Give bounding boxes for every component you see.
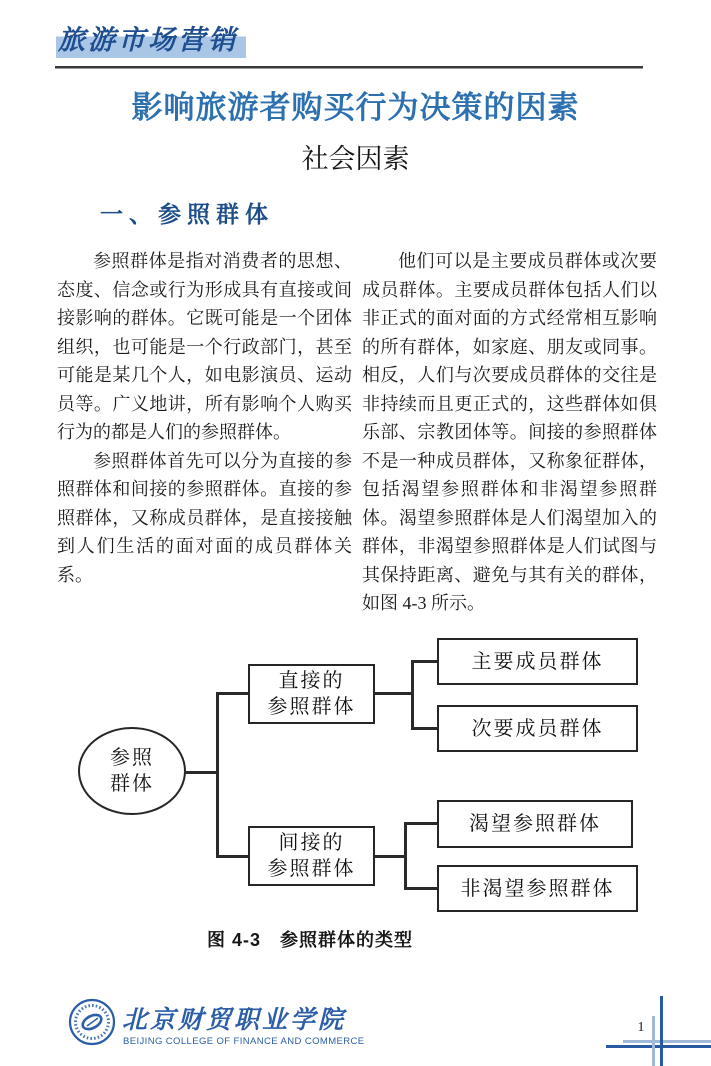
- college-name-en: BEIJING COLLEGE OF FINANCE AND COMMERCE: [123, 1036, 365, 1047]
- diagram-box-label-line2: 参照群体: [267, 858, 356, 880]
- college-name-cn: 北京财贸职业学院: [122, 1007, 347, 1034]
- connector-line: [404, 887, 438, 890]
- connector-line: [411, 660, 414, 729]
- college-seal-icon: [68, 998, 116, 1046]
- connector-line: [216, 855, 250, 858]
- diagram-box-label-line1: 间接的: [278, 832, 345, 854]
- diagram-box-label-line1: 直接的: [278, 670, 345, 692]
- diagram-box-non-aspirational-group: 非渴望参照群体: [437, 865, 638, 912]
- course-brand-title: 旅游市场营销: [56, 22, 246, 58]
- figure-caption: 图 4-3 参照群体的类型: [206, 930, 414, 950]
- header-divider: [55, 66, 643, 69]
- diagram-box-indirect-group: [248, 826, 375, 886]
- connector-line: [216, 692, 219, 858]
- body-column-right: [362, 247, 657, 618]
- diagram-root-ellipse: [78, 727, 186, 815]
- connector-line: [374, 692, 413, 695]
- paragraph: 参照群体是指对消费者的思想、态度、信念或行为形成具有直接或间接影响的群体。它既可能是一个团体组织，也可能是一个行政部门，甚至可能是某几个人，如电影演员、运动员等。广义地讲，所有影响个人购买行为的都是人们的参照群体。: [57, 251, 352, 442]
- connector-line: [374, 855, 406, 858]
- corner-decoration-line: [652, 1016, 655, 1066]
- diagram-box-direct-group: [248, 664, 375, 724]
- diagram-root-label-line1: 参照: [110, 747, 154, 769]
- diagram-box-aspirational-group: 渴望参照群体: [437, 800, 633, 848]
- corner-decoration-line: [606, 1045, 711, 1048]
- connector-line: [411, 660, 438, 663]
- connector-line: [216, 692, 250, 695]
- section-heading: 一、参照群体: [100, 202, 274, 227]
- corner-decoration-line: [660, 996, 663, 1066]
- body-column-left: [57, 247, 352, 589]
- connector-line: [404, 822, 407, 890]
- corner-decoration-line: [623, 1040, 711, 1043]
- connector-line: [184, 771, 218, 774]
- diagram-box-secondary-member-group: 次要成员群体: [437, 705, 638, 752]
- diagram-box-label-line2: 参照群体: [267, 696, 356, 718]
- page-title: 影响旅游者购买行为决策的因素: [131, 90, 580, 125]
- paragraph: 参照群体首先可以分为直接的参照群体和间接的参照群体。直接的参照群体，又称成员群体，是直接接触到人们生活的面对面的成员群体关系。: [57, 450, 352, 585]
- connector-line: [411, 727, 438, 730]
- diagram-box-primary-member-group: 主要成员群体: [437, 638, 638, 685]
- paragraph: 他们可以是主要成员群体或次要成员群体。主要成员群体包括人们以非正式的面对面的方式经常相互影响的所有群体，如家庭、朋友或同事。相反，人们与次要成员群体的交往是非持续而且更正式的，这些群体如俱乐部、宗教团体等。间接的参照群体不是一种成员群体，又称象征群体，包括渴望参照群体和非渴望参照群体。渴望参照群体是人们渴望加入的群体，非渴望参照群体是人们试图与其保持距离、避免与其有关的群体，如图 4-3 所示。: [362, 251, 657, 613]
- diagram-root-label-line2: 群体: [110, 773, 154, 795]
- connector-line: [404, 822, 438, 825]
- page-number: 1: [637, 1020, 645, 1035]
- page-subtitle: 社会因素: [301, 144, 410, 174]
